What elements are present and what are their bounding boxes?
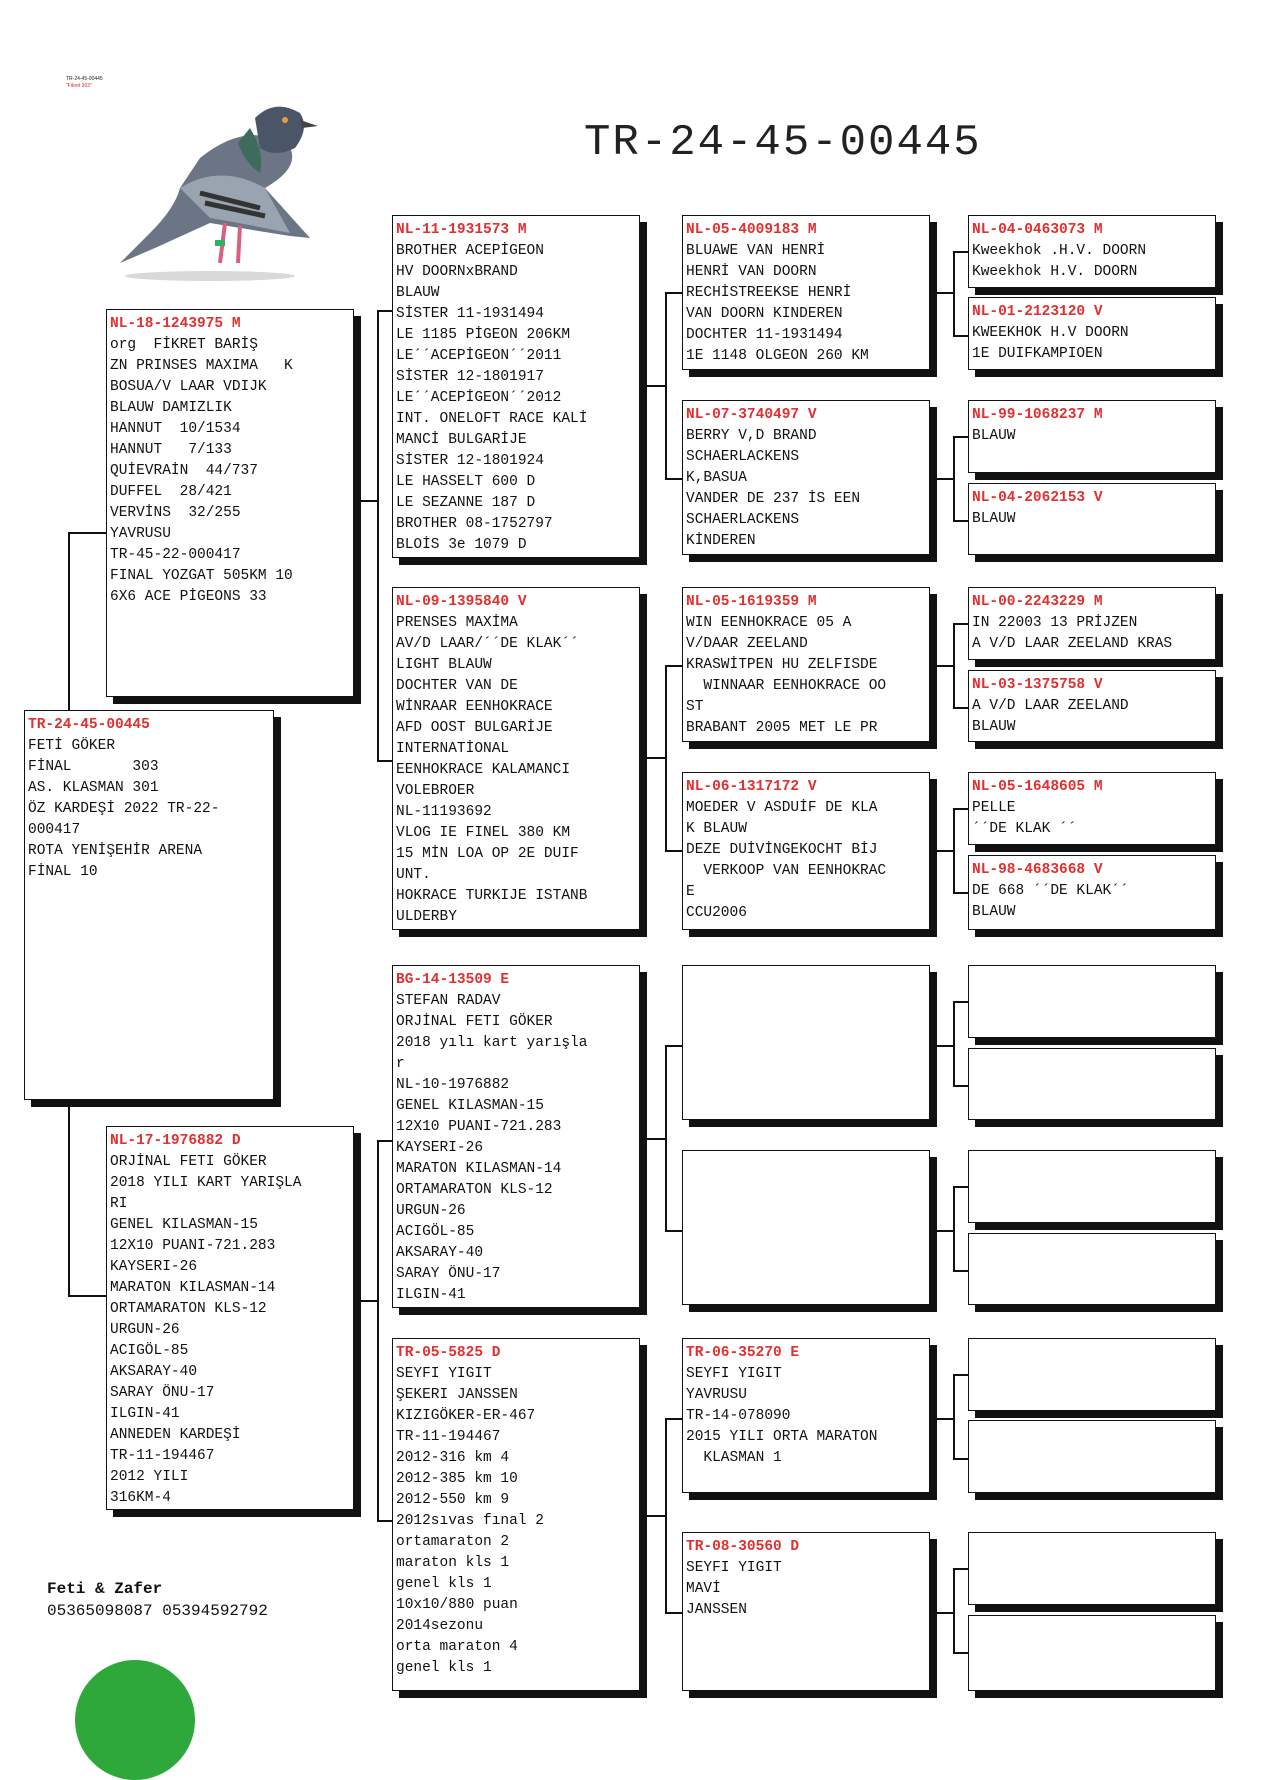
info-line: KAYSERI-26 [110, 1259, 198, 1275]
info-line: EENHOKRACE KALAMANCI [396, 762, 571, 778]
connector-line [930, 665, 953, 667]
mother-card [106, 1126, 354, 1510]
gg3-card [968, 400, 1216, 473]
ring-number: NL-05-1619359 M [686, 594, 817, 610]
info-line: SCHAERLACKENS [686, 512, 800, 528]
ring-number: NL-04-0463073 M [972, 222, 1103, 238]
info-line: SARAY ÖNU-17 [396, 1266, 501, 1282]
info-line: ortamaraton 2 [396, 1534, 510, 1550]
connector-line [953, 1001, 955, 1085]
gg2-card [968, 297, 1216, 370]
info-line: Kweekhok H.V. DOORN [972, 264, 1138, 280]
connector-line [953, 1568, 955, 1652]
info-line: SİSTER 12-1801917 [396, 369, 544, 385]
info-line: ZN PRINSES MAXIMA K [110, 358, 293, 374]
info-line: AS. KLASMAN 301 [28, 780, 159, 796]
info-line: A V/D LAAR ZEELAND KRAS [972, 636, 1173, 652]
connector-line [953, 1374, 955, 1458]
connector-line [665, 1418, 682, 1420]
ring-number: NL-05-1648605 M [972, 779, 1103, 795]
connector-line [665, 1418, 667, 1612]
info-line: KİNDEREN [686, 533, 756, 549]
info-line: PRENSES MAXİMA [396, 615, 518, 631]
info-line: MOEDER V ASDUİF DE KLA [686, 800, 878, 816]
connector-line [665, 1230, 682, 1232]
pigeon-photo [60, 58, 320, 283]
gg14-card [968, 1420, 1216, 1493]
connector-line [665, 478, 682, 480]
owner-info [47, 1578, 268, 1622]
info-line: DEZE DUİVİNGEKOCHT BİJ [686, 842, 878, 858]
info-line: TR-11-194467 [110, 1448, 215, 1464]
info-line: BLAUW [972, 511, 1016, 527]
ring-number: NL-05-4009183 M [686, 222, 817, 238]
connector-line [665, 665, 667, 850]
owner-phones: 05365098087 05394592792 [47, 1602, 268, 1620]
info-line: HANNUT 7/133 [110, 442, 232, 458]
info-line: SEYFI YIGIT [686, 1560, 782, 1576]
info-line: 2012-385 km 10 [396, 1471, 518, 1487]
connector-line [354, 1300, 377, 1302]
info-line: KIZIGÖKER-ER-467 [396, 1408, 536, 1424]
connector-line [68, 1100, 70, 1295]
ring-number: NL-00-2243229 M [972, 594, 1103, 610]
info-line: BLAUW DAMIZLIK [110, 400, 232, 416]
info-line: 12X10 PUANI-721.283 [110, 1238, 276, 1254]
owner-name: Feti & Zafer [47, 1580, 163, 1598]
dds-card [682, 1338, 930, 1493]
info-line: AKSARAY-40 [110, 1364, 198, 1380]
info-line: 2012 YILI [110, 1469, 189, 1485]
info-line: BERRY V,D BRAND [686, 428, 817, 444]
connector-line [930, 1418, 953, 1420]
info-line: orta maraton 4 [396, 1639, 518, 1655]
info-line: VAN DOORN KINDEREN [686, 306, 843, 322]
info-line: org FİKRET BARİŞ [110, 337, 258, 353]
info-line: HV DOORNxBRAND [396, 264, 518, 280]
connector-line [953, 436, 955, 520]
ring-number: TR-06-35270 E [686, 1345, 800, 1361]
connector-line [377, 1140, 392, 1142]
ring-number: NL-98-4683668 V [972, 862, 1103, 878]
info-line: URGUN-26 [396, 1203, 466, 1219]
connector-line [953, 892, 968, 894]
connector-line [930, 292, 953, 294]
info-line: WINNAAR EENHOKRACE OO [686, 678, 887, 694]
connector-line [665, 665, 682, 667]
connector-line [930, 478, 953, 480]
info-line: genel kls 1 [396, 1660, 492, 1676]
connector-line [68, 532, 70, 710]
gg16-card [968, 1615, 1216, 1691]
connector-line [953, 520, 968, 522]
info-line: BLAUW [972, 719, 1016, 735]
ring-number: TR-24-45-00445 [28, 717, 150, 733]
info-line: DUFFEL 28/421 [110, 484, 232, 500]
ring-number: BG-14-13509 E [396, 972, 510, 988]
info-line: KAYSERI-26 [396, 1140, 484, 1156]
connector-line [354, 500, 377, 502]
info-line: 2012-316 km 4 [396, 1450, 510, 1466]
connector-line [953, 335, 968, 337]
info-line: 6X6 ACE PİGEONS 33 [110, 589, 267, 605]
connector-line [930, 1230, 953, 1232]
info-line: FİNAL 10 [28, 864, 98, 880]
dam-dam-card [392, 1338, 640, 1691]
info-line: DOCHTER VAN DE [396, 678, 518, 694]
photo-caption-ring: TR-24-45-00445 [66, 76, 103, 82]
info-line: ROTA YENİŞEHİR ARENA [28, 843, 203, 859]
info-line: BLAUW [972, 428, 1016, 444]
info-line: DOCHTER 11-1931494 [686, 327, 843, 343]
info-line: BLOİS 3e 1079 D [396, 537, 527, 553]
gg6-card [968, 670, 1216, 742]
connector-line [665, 850, 682, 852]
connector-line [930, 850, 953, 852]
sire-sire-card [392, 215, 640, 558]
info-line: DE 668 ´´DE KLAK´´ [972, 883, 1129, 899]
info-line: NL-11193692 [396, 804, 492, 820]
info-line: NL-10-1976882 [396, 1077, 510, 1093]
connector-line [953, 1458, 968, 1460]
gg5-card [968, 587, 1216, 660]
gg12-card [968, 1233, 1216, 1305]
connector-line [953, 707, 968, 709]
info-line: INT. ONELOFT RACE KALİ [396, 411, 588, 427]
pigeon-card [24, 710, 274, 1100]
info-line: 15 MİN LOA OP 2E DUIF [396, 846, 579, 862]
info-line: QUİEVRAİN 44/737 [110, 463, 258, 479]
info-line: VERVİNS 32/255 [110, 505, 241, 521]
gg13-card [968, 1338, 1216, 1411]
dam-sire-card [392, 965, 640, 1308]
info-line: CCU2006 [686, 905, 747, 921]
info-line: YAVRUSU [686, 1387, 747, 1403]
info-line: MAVİ [686, 1581, 721, 1597]
connector-line [953, 1085, 968, 1087]
info-line: BOSUA/V LAAR VDIJK [110, 379, 267, 395]
info-line: FETİ GÖKER [28, 738, 116, 754]
info-line: 2014sezonu [396, 1618, 484, 1634]
connector-line [377, 1140, 379, 1520]
sss-card [682, 215, 930, 370]
gg11-card [968, 1150, 1216, 1223]
info-line: E [686, 884, 695, 900]
connector-line [953, 623, 968, 625]
info-line: LIGHT BLAUW [396, 657, 492, 673]
info-line: BROTHER 08-1752797 [396, 516, 553, 532]
connector-line [953, 251, 968, 253]
connector-line [953, 1652, 968, 1654]
ring-number: NL-01-2123120 V [972, 304, 1103, 320]
connector-line [665, 292, 682, 294]
connector-line [68, 532, 106, 534]
gg1-card [968, 215, 1216, 288]
ring-number: TR-08-30560 D [686, 1539, 800, 1555]
info-line: V/DAAR ZEELAND [686, 636, 808, 652]
info-line: KWEEKHOK H.V DOORN [972, 325, 1129, 341]
ring-number: NL-07-3740497 V [686, 407, 817, 423]
info-line: MARATON KILASMAN-14 [396, 1161, 562, 1177]
info-line: ILGIN-41 [396, 1287, 466, 1303]
connector-line [953, 1374, 968, 1376]
info-line: 2015 YILI ORTA MARATON [686, 1429, 878, 1445]
info-line: BROTHER ACEPİGEON [396, 243, 544, 259]
sdd-card [682, 772, 930, 930]
info-line: STEFAN RADAV [396, 993, 501, 1009]
info-line: WİNRAAR EENHOKRACE [396, 699, 553, 715]
info-line: URGUN-26 [110, 1322, 180, 1338]
info-line: genel kls 1 [396, 1576, 492, 1592]
info-line: HENRİ VAN DOORN [686, 264, 817, 280]
info-line: BRABANT 2005 MET LE PR [686, 720, 878, 736]
info-line: BLAUW [972, 904, 1016, 920]
info-line: ST [686, 699, 704, 715]
sire-dam-card [392, 587, 640, 930]
gg15-card [968, 1532, 1216, 1605]
connector-line [930, 1045, 953, 1047]
info-line: UNT. [396, 867, 431, 883]
ring-number: NL-09-1395840 V [396, 594, 527, 610]
info-line: 12X10 PUANI-721.283 [396, 1119, 562, 1135]
connector-line [953, 808, 968, 810]
connector-line [953, 623, 955, 707]
connector-line [377, 310, 392, 312]
info-line: KRASWİTPEN HU ZELFISDE [686, 657, 878, 673]
info-line: 2012-550 km 9 [396, 1492, 510, 1508]
gg4-card [968, 483, 1216, 555]
ring-number: NL-06-1317172 V [686, 779, 817, 795]
connector-line [377, 760, 392, 762]
connector-line [68, 1295, 106, 1297]
info-line: SEYFI YIGIT [686, 1366, 782, 1382]
info-line: FINAL YOZGAT 505KM 10 [110, 568, 293, 584]
info-line: BLUAWE VAN HENRİ [686, 243, 826, 259]
info-line: VLOG IE FINEL 380 KM [396, 825, 571, 841]
connector-line [665, 292, 667, 478]
page-title: TR-24-45-00445 [584, 118, 982, 168]
info-line: ACIGÖL-85 [396, 1224, 475, 1240]
connector-line [953, 251, 955, 335]
info-line: r [396, 1056, 405, 1072]
info-line: TR-45-22-000417 [110, 547, 241, 563]
connector-line [953, 1186, 955, 1270]
connector-line [930, 1612, 953, 1614]
info-line: K BLAUW [686, 821, 747, 837]
connector-line [953, 1270, 968, 1272]
info-line: ORTAMARATON KLS-12 [110, 1301, 267, 1317]
info-line: TR-11-194467 [396, 1429, 501, 1445]
info-line: GENEL KILASMAN-15 [396, 1098, 544, 1114]
info-line: JANSSEN [686, 1602, 747, 1618]
connector-line [640, 757, 665, 759]
connector-line [953, 1001, 968, 1003]
info-line: MANCİ BULGARİJE [396, 432, 527, 448]
ring-number: NL-99-1068237 M [972, 407, 1103, 423]
info-line: SCHAERLACKENS [686, 449, 800, 465]
info-line: AFD OOST BULGARİJE [396, 720, 553, 736]
info-line: HOKRACE TURKIJE ISTANB [396, 888, 588, 904]
info-line: 316KM-4 [110, 1490, 171, 1506]
info-line: WIN EENHOKRACE 05 A [686, 615, 852, 631]
info-line: 1E 1148 OLGEON 260 KM [686, 348, 869, 364]
info-line: 2018 yılı kart yarışla [396, 1035, 588, 1051]
logo-circle [75, 1660, 195, 1780]
info-line: A V/D LAAR ZEELAND [972, 698, 1129, 714]
dss-card [682, 965, 930, 1120]
gg8-card [968, 855, 1216, 930]
connector-line [377, 310, 379, 760]
sds-card [682, 587, 930, 742]
info-line: ´´DE KLAK ´´ [972, 821, 1077, 837]
connector-line [953, 436, 968, 438]
info-line: 10x10/880 puan [396, 1597, 518, 1613]
info-line: AKSARAY-40 [396, 1245, 484, 1261]
info-line: RI [110, 1196, 128, 1212]
info-line: TR-14-078090 [686, 1408, 791, 1424]
info-line: FİNAL 303 [28, 759, 159, 775]
photo-caption [66, 76, 103, 90]
info-line: SARAY ÖNU-17 [110, 1385, 215, 1401]
info-line: 1E DUIFKAMPIOEN [972, 346, 1103, 362]
info-line: INTERNATİONAL [396, 741, 510, 757]
gg7-card [968, 772, 1216, 845]
connector-line [665, 1045, 682, 1047]
info-line: MARATON KILASMAN-14 [110, 1280, 276, 1296]
dsd-card [682, 1150, 930, 1305]
info-line: LE´´ACEPİGEON´´2012 [396, 390, 562, 406]
info-line: SİSTER 12-1801924 [396, 453, 544, 469]
ring-number: NL-03-1375758 V [972, 677, 1103, 693]
gg10-card [968, 1048, 1216, 1120]
info-line: IN 22003 13 PRİJZEN [972, 615, 1138, 631]
info-line: 2012sıvas fınal 2 [396, 1513, 544, 1529]
connector-line [953, 1186, 968, 1188]
info-line: VERKOOP VAN EENHOKRAC [686, 863, 887, 879]
ring-number: NL-04-2062153 V [972, 490, 1103, 506]
info-line: maraton kls 1 [396, 1555, 510, 1571]
photo-caption-name: "Fikret 303" [66, 83, 92, 89]
info-line: LE´´ACEPİGEON´´2011 [396, 348, 562, 364]
ddd-card [682, 1532, 930, 1691]
gg9-card [968, 965, 1216, 1038]
info-line: LE HASSELT 600 D [396, 474, 536, 490]
info-line: ANNEDEN KARDEŞİ [110, 1427, 241, 1443]
info-line: ACIGÖL-85 [110, 1343, 189, 1359]
info-line: K,BASUA [686, 470, 747, 486]
info-line: RECHİSTREEKSE HENRİ [686, 285, 852, 301]
info-line: ŞEKERI JANSSEN [396, 1387, 518, 1403]
father-card [106, 309, 354, 697]
ssd-card [682, 400, 930, 555]
connector-line [640, 1138, 665, 1140]
connector-line [953, 808, 955, 892]
info-line: 000417 [28, 822, 81, 838]
info-line: KLASMAN 1 [686, 1450, 782, 1466]
ring-number: NL-17-1976882 D [110, 1133, 241, 1149]
info-line: YAVRUSU [110, 526, 171, 542]
info-line: ORJİNAL FETI GÖKER [396, 1014, 553, 1030]
info-line: ILGIN-41 [110, 1406, 180, 1422]
info-line: VOLEBROER [396, 783, 475, 799]
connector-line [377, 1520, 392, 1522]
connector-line [665, 1045, 667, 1230]
ring-number: TR-05-5825 D [396, 1345, 501, 1361]
info-line: HANNUT 10/1534 [110, 421, 241, 437]
info-line: LE SEZANNE 187 D [396, 495, 536, 511]
info-line: ÖZ KARDEŞİ 2022 TR-22- [28, 801, 220, 817]
info-line: AV/D LAAR/´´DE KLAK´´ [396, 636, 579, 652]
info-line: ORTAMARATON KLS-12 [396, 1182, 553, 1198]
info-line: VANDER DE 237 İS EEN [686, 491, 861, 507]
info-line: LE 1185 PİGEON 206KM [396, 327, 571, 343]
info-line: PELLE [972, 800, 1016, 816]
info-line: BLAUW [396, 285, 440, 301]
connector-line [953, 1568, 968, 1570]
info-line: ORJİNAL FETI GÖKER [110, 1154, 267, 1170]
info-line: SEYFI YIGIT [396, 1366, 492, 1382]
connector-line [640, 385, 665, 387]
connector-line [640, 1515, 665, 1517]
info-line: GENEL KILASMAN-15 [110, 1217, 258, 1233]
ring-number: NL-11-1931573 M [396, 222, 527, 238]
info-line: 2018 YILI KART YARIŞLA [110, 1175, 302, 1191]
ring-number: NL-18-1243975 M [110, 316, 241, 332]
info-line: ULDERBY [396, 909, 457, 925]
connector-line [665, 1612, 682, 1614]
info-line: SİSTER 11-1931494 [396, 306, 544, 322]
info-line: Kweekhok .H.V. DOORN [972, 243, 1147, 259]
